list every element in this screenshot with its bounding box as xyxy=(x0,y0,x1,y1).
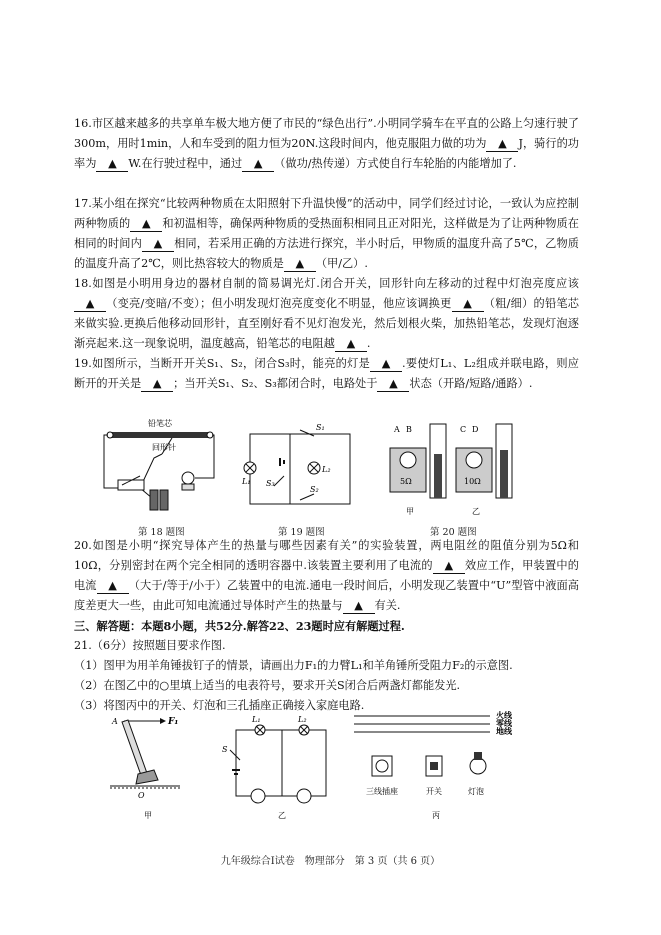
meter-circle-1 xyxy=(251,789,265,803)
question-21-item-3: （3）将图丙中的开关、灯泡和三孔插座正确接入家庭电路. xyxy=(74,699,365,712)
q16-text-2: J，骑行的功率为 xyxy=(74,137,579,170)
q19-blank-1: ▲ xyxy=(370,357,402,372)
figure-21-yi xyxy=(216,716,336,822)
label-jia: 甲 xyxy=(144,811,152,820)
q19-blank-2: ▲ xyxy=(141,377,173,392)
label-s1: S₁ xyxy=(316,423,325,432)
label-jia: 甲 xyxy=(406,507,414,516)
question-19 xyxy=(74,354,579,394)
battery-2 xyxy=(160,490,168,510)
q19-text-4: 状态（开路/短路/通路）. xyxy=(409,377,533,390)
label-o: O xyxy=(138,791,145,800)
label-switch: 开关 xyxy=(426,787,442,796)
label-yi: 乙 xyxy=(278,811,286,820)
switch-s2 xyxy=(300,494,314,500)
label-f1: F₁ xyxy=(168,717,179,727)
q17-blank-2: ▲ xyxy=(142,237,174,252)
figure-20 xyxy=(380,414,520,524)
q18-blank-2: ▲ xyxy=(452,297,484,312)
q16-blank-3: ▲ xyxy=(242,157,274,172)
label-zero: 零线 xyxy=(496,718,512,728)
q18-text-4: . xyxy=(366,337,371,350)
page-footer: 九年级综合Ⅰ试卷 物理部分 第 3 页（共 6 页） xyxy=(220,856,441,867)
q19-blank-3: ▲ xyxy=(377,377,409,392)
label-10ohm: 10Ω xyxy=(464,477,481,486)
question-18 xyxy=(74,274,579,354)
label-b: B xyxy=(406,425,412,434)
pencil-lead xyxy=(108,432,212,438)
label-ground: 地线 xyxy=(496,726,512,736)
label-l1: L₁ xyxy=(252,716,261,724)
q20-text-2: 效应工作，甲装置中的电流 xyxy=(74,559,579,592)
q16-text-1: 16.市区越来越多的共享单车极大地方便了市民的“绿色出行”.小明同学骑车在平直的公路上匀速行驶了300m，用时1min，人和车受到的阻力恒为20N.这段时间内，他克服阻力做的功为 xyxy=(74,117,579,150)
meter-circle-2 xyxy=(297,789,311,803)
bulb xyxy=(182,472,194,484)
figure-19 xyxy=(240,420,360,512)
label-yi: 乙 xyxy=(472,507,480,516)
q16-blank-2: ▲ xyxy=(96,157,128,172)
q19-text-3: ；当开关S₁、S₂、S₃都闭合时，电路处于 xyxy=(173,377,378,390)
switch-s3 xyxy=(274,476,284,486)
question-21-item-1: （1）图甲为用羊角锤拔钉子的情景，请画出力F₁的力臂L₁和羊角锤所受阻力F₂的示意图. xyxy=(74,659,513,672)
question-17 xyxy=(74,194,579,274)
caption-fig18: 第 18 题图 xyxy=(138,527,185,538)
q16-text-4: （做功/热传递）方式使自行车轮胎的内能增加了. xyxy=(274,157,517,170)
q18-text-1: 18.如图是小明用身边的器材自制的简易调光灯.闭合开关，回形针向左移动的过程中灯泡亮度应该 xyxy=(74,277,579,290)
figure-21-bing xyxy=(350,708,550,822)
q18-text-2: （变亮/变暗/不变）；但小明发现灯泡亮度变化不明显，他应该调换更 xyxy=(106,297,452,310)
label-socket: 三线插座 xyxy=(366,787,398,796)
switch-s1 xyxy=(300,430,314,436)
q17-text-4: （甲/乙）. xyxy=(315,257,368,270)
label-s3: S₃ xyxy=(266,479,275,488)
label-d: D xyxy=(472,425,479,434)
q18-blank-3: ▲ xyxy=(335,337,367,352)
q17-blank-1: ▲ xyxy=(130,217,162,232)
q17-text-3: 相同，若采用正确的方法进行探究，半小时后，甲物质的温度升高了5℃，乙物质的温度升高了2℃，则比热容较大的物质是 xyxy=(74,237,579,270)
label-l2: L₂ xyxy=(298,716,307,724)
switch xyxy=(118,480,144,490)
label-s2: S₂ xyxy=(310,485,319,494)
q20-text-1: 20.如图是小明“探究导体产生的热量与哪些因素有关”的实验装置，两电阻丝的阻值分别为5Ω和10Ω，分别密封在两个完全相同的透明容器中.该装置主要利用了电流的 xyxy=(74,539,579,572)
label-lamp: 灯泡 xyxy=(468,787,484,796)
label-l2: L₂ xyxy=(322,465,331,474)
socket xyxy=(372,756,392,776)
lamp xyxy=(470,758,486,774)
label-a: A xyxy=(394,425,400,434)
q16-blank-1: ▲ xyxy=(486,137,518,152)
label-s: S xyxy=(222,745,228,754)
question-16 xyxy=(74,114,579,174)
q20-blank-3: ▲ xyxy=(343,599,375,614)
q20-blank-1: ▲ xyxy=(433,559,465,574)
q16-text-3: W.在行驶过程中，通过 xyxy=(128,157,243,170)
hammer-head xyxy=(136,770,158,784)
q20-text-4: 有关. xyxy=(374,599,401,612)
figure-21-jia xyxy=(110,712,190,822)
switch-s xyxy=(230,750,240,760)
battery-1 xyxy=(150,490,158,510)
label-c: C xyxy=(460,425,467,434)
question-21-item-2: （2）在图乙中的○里填上适当的电表符号，要求开关S闭合后两盏灯都能发光. xyxy=(74,679,461,692)
question-21-title: 21.（6分）按照题目要求作图. xyxy=(74,639,226,652)
label-5ohm: 5Ω xyxy=(400,477,412,486)
label-l1: L₁ xyxy=(242,477,251,486)
hammer-handle xyxy=(122,720,148,778)
q18-blank-1: ▲ xyxy=(74,297,106,312)
caption-fig20: 第 20 题图 xyxy=(430,527,477,538)
label-clip: 回形针 xyxy=(152,443,176,452)
q19-text-2: .要使灯L₁、L₂组成并联电路，则应断开的开关是 xyxy=(74,357,579,390)
figure-18 xyxy=(100,418,220,518)
q17-text-2: 和初温相等，确保两种物质的受热面积相同且正对阳光，这样做是为了让两种物质在相同的时间内 xyxy=(74,217,579,250)
q17-blank-3: ▲ xyxy=(284,257,316,272)
label-a: A xyxy=(112,717,118,726)
caption-fig19: 第 19 题图 xyxy=(278,527,325,538)
label-pencil: 铅笔芯 xyxy=(148,419,172,428)
section-3-heading: 三、解答题：本题8小题，共52分.解答22、23题时应有解题过程. xyxy=(74,619,405,633)
question-20 xyxy=(74,536,579,616)
label-bing: 丙 xyxy=(432,811,440,820)
q17-text-1: 17.某小组在探究“比较两种物质在太阳照射下升温快慢”的活动中，同学们经过讨论，一致认为应控制两种物质的 xyxy=(74,197,579,230)
q20-blank-2: ▲ xyxy=(97,579,129,594)
q20-text-3: （大于/等于/小于）乙装置中的电流.通电一段时间后，小明发现乙装置中“U”型管中液面高度差更大一些，由此可知电流通过导体时产生的热量与 xyxy=(74,579,579,612)
q19-text-1: 19.如图所示，当断开开关S₁、S₂，闭合S₃时，能亮的灯是 xyxy=(74,357,371,370)
q18-text-3: （粗/细）的铅笔芯来做实验.更换后他移动回形针，直至刚好看不见灯泡发光，然后划根火柴，加热铅笔芯，发现灯泡逐渐亮起来.这一现象说明，温度越高，铅笔芯的电阻越 xyxy=(74,297,579,350)
label-fire: 火线 xyxy=(496,710,512,720)
